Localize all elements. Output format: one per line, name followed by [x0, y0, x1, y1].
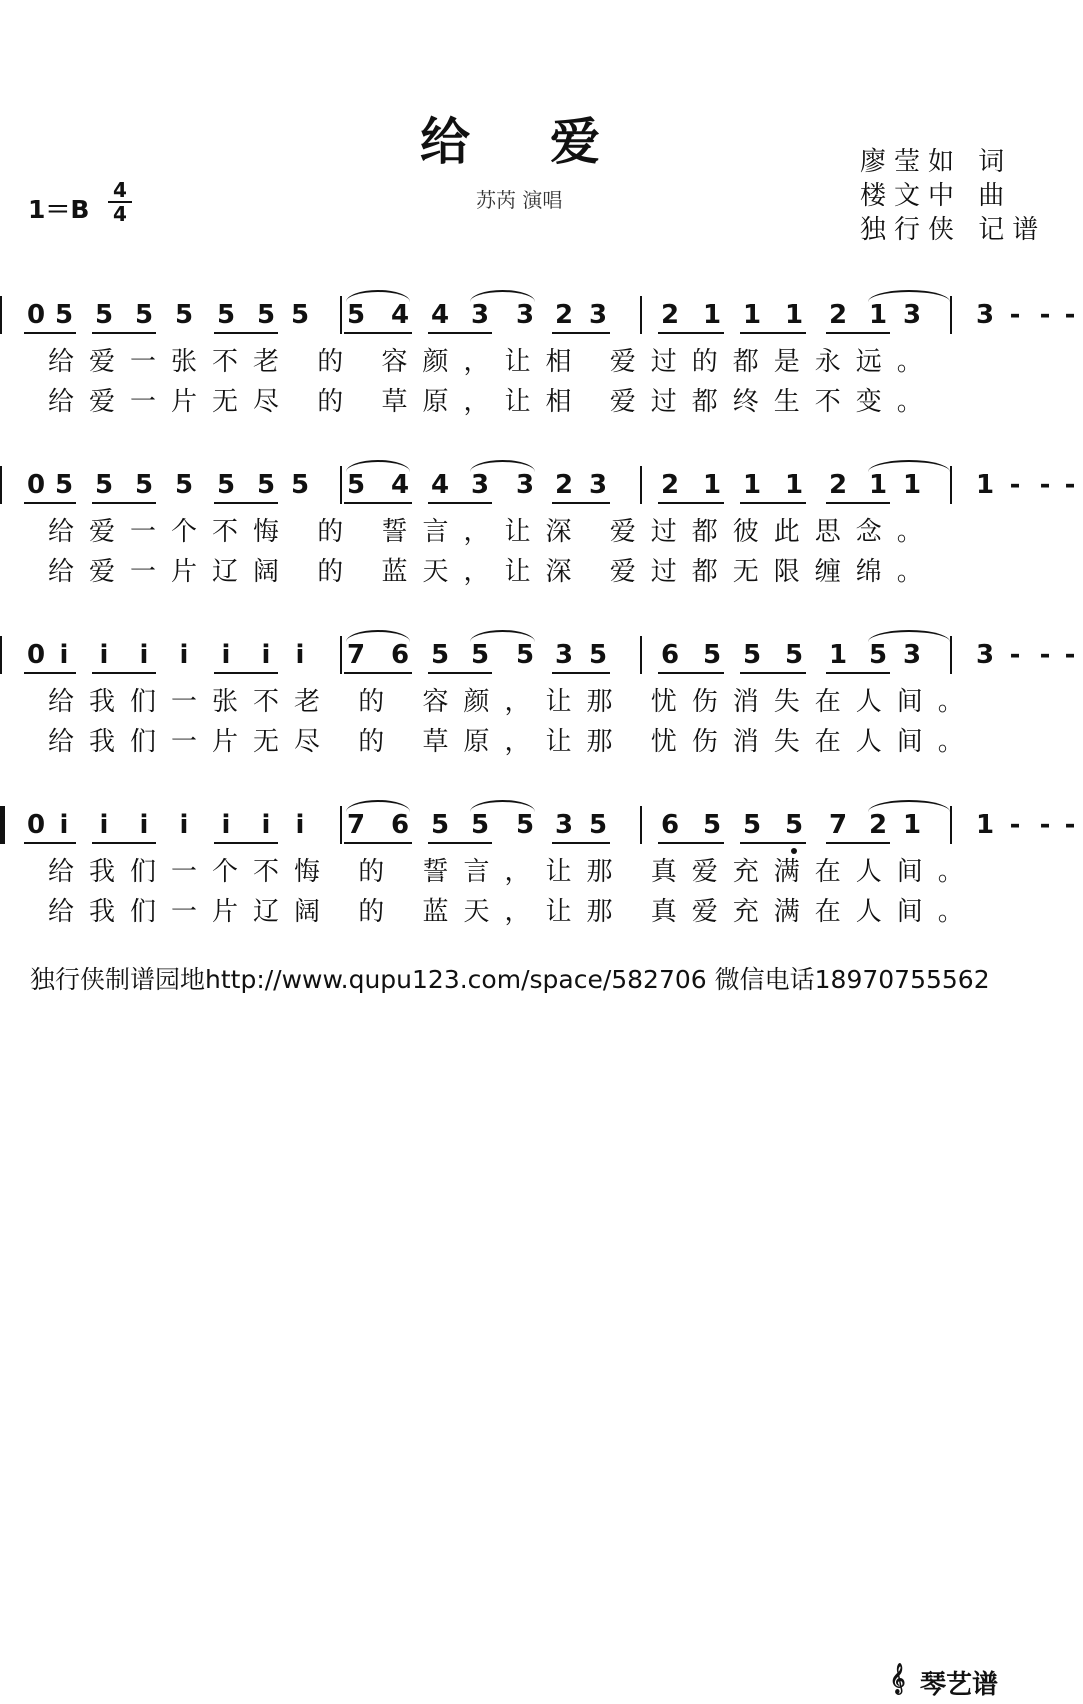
- note: 0: [26, 810, 46, 840]
- eighth-underline: [740, 672, 806, 674]
- repeat-dot: [0, 830, 5, 835]
- barline: [640, 806, 642, 844]
- tie-slur: [470, 460, 535, 472]
- note: 1: [828, 640, 848, 670]
- lyric-line: 给我们一个不悔 的 誓言，让那 真爱充满在人间。: [48, 857, 979, 887]
- note-dash: -: [1064, 640, 1076, 670]
- eighth-underline: [344, 502, 412, 504]
- note: 1: [868, 470, 888, 500]
- note: 5: [216, 470, 236, 500]
- note: i: [59, 810, 69, 840]
- tie-slur: [868, 460, 950, 472]
- eighth-underline: [344, 842, 412, 844]
- footer-text: 独行侠制谱园地http://www.qupu123.com/space/582706 微信电话18970755562: [30, 965, 990, 994]
- note: i: [99, 810, 109, 840]
- note: 1: [702, 470, 722, 500]
- note: i: [179, 810, 189, 840]
- note: 5: [174, 300, 194, 330]
- eighth-underline: [552, 332, 610, 334]
- singer-credit: 苏芮 演唱: [476, 188, 563, 212]
- time-signature-bottom: 4: [113, 202, 127, 226]
- eighth-underline: [92, 502, 156, 504]
- repeat-thin-barline: [0, 806, 2, 844]
- note: 5: [702, 640, 722, 670]
- tie-slur: [346, 460, 410, 472]
- note: 5: [216, 300, 236, 330]
- note: i: [221, 810, 231, 840]
- note-dash: -: [1009, 640, 1021, 670]
- eighth-underline: [658, 672, 724, 674]
- note: i: [295, 810, 305, 840]
- note: 2: [554, 300, 574, 330]
- note: 4: [390, 470, 410, 500]
- note: 5: [290, 470, 310, 500]
- note-dash: -: [1039, 300, 1051, 330]
- note: 0: [26, 470, 46, 500]
- time-signature: [108, 180, 132, 224]
- note: 1: [784, 300, 804, 330]
- note: i: [295, 640, 305, 670]
- note: 7: [346, 640, 366, 670]
- note: 3: [470, 470, 490, 500]
- time-signature-top: 4: [113, 178, 127, 202]
- eighth-underline: [826, 502, 890, 504]
- note: 1: [742, 300, 762, 330]
- note: 1: [702, 300, 722, 330]
- note: i: [261, 810, 271, 840]
- note: 5: [430, 810, 450, 840]
- note-dash: -: [1009, 810, 1021, 840]
- note: 5: [515, 810, 535, 840]
- note-dash: -: [1039, 640, 1051, 670]
- barline: [950, 296, 952, 334]
- note: 1: [784, 470, 804, 500]
- note: 3: [554, 810, 574, 840]
- note: i: [139, 640, 149, 670]
- note: 2: [660, 300, 680, 330]
- note: 5: [742, 810, 762, 840]
- lyric-line: 给我们一片辽阔 的 蓝天，让那 真爱充满在人间。: [48, 897, 979, 927]
- note-dash: -: [1064, 810, 1076, 840]
- note: 5: [346, 470, 366, 500]
- eighth-underline: [24, 502, 76, 504]
- tie-slur: [868, 630, 950, 642]
- note: i: [139, 810, 149, 840]
- note-dash: -: [1009, 470, 1021, 500]
- note-dash: -: [1064, 300, 1076, 330]
- lyricist-credit: 廖莹如 词: [860, 147, 1013, 177]
- lyric-line: 给我们一张不老 的 容颜，让那 忧伤消失在人间。: [48, 687, 979, 717]
- note: 3: [975, 300, 995, 330]
- repeat-dot: [0, 816, 5, 821]
- note: i: [99, 640, 109, 670]
- eighth-underline: [658, 502, 724, 504]
- eighth-underline: [92, 332, 156, 334]
- note: 1: [742, 470, 762, 500]
- note: 5: [346, 300, 366, 330]
- eighth-underline: [826, 672, 890, 674]
- note: 4: [430, 300, 450, 330]
- note: 5: [742, 640, 762, 670]
- eighth-underline: [214, 502, 278, 504]
- note: 5: [430, 640, 450, 670]
- tie-slur: [470, 630, 535, 642]
- note: 5: [868, 640, 888, 670]
- barline: [640, 296, 642, 334]
- tie-slur: [346, 290, 410, 302]
- note-dash: -: [1039, 810, 1051, 840]
- note: 3: [902, 640, 922, 670]
- note: i: [261, 640, 271, 670]
- eighth-underline: [552, 842, 610, 844]
- note: 6: [390, 640, 410, 670]
- note: 1: [975, 810, 995, 840]
- eighth-underline: [740, 332, 806, 334]
- note: 3: [554, 640, 574, 670]
- note: 5: [588, 640, 608, 670]
- eighth-underline: [552, 672, 610, 674]
- note-dash: -: [1039, 470, 1051, 500]
- watermark-logo: 琴艺谱: [920, 1670, 999, 1700]
- barline: [340, 636, 342, 674]
- note: 1: [902, 470, 922, 500]
- lyric-line: 给爱一片辽阔 的 蓝天，让深 爱过都无限缠绵。: [48, 557, 938, 587]
- eighth-underline: [92, 672, 156, 674]
- eighth-underline: [24, 842, 76, 844]
- tie-slur: [868, 800, 950, 812]
- lyric-line: 给我们一片无尽 的 草原，让那 忧伤消失在人间。: [48, 727, 979, 757]
- composer-credit: 楼文中 曲: [860, 181, 1013, 211]
- barline: [950, 466, 952, 504]
- note: 5: [470, 810, 490, 840]
- song-title: 给爱: [420, 112, 680, 171]
- note: 5: [588, 810, 608, 840]
- note: 3: [515, 470, 535, 500]
- note: 5: [784, 810, 804, 840]
- note: 1: [902, 810, 922, 840]
- tie-slur: [346, 630, 410, 642]
- eighth-underline: [344, 332, 412, 334]
- barline: [340, 296, 342, 334]
- barline: [340, 466, 342, 504]
- note: 5: [174, 470, 194, 500]
- note: 3: [902, 300, 922, 330]
- note: 2: [828, 300, 848, 330]
- note: 6: [390, 810, 410, 840]
- eighth-underline: [214, 842, 278, 844]
- eighth-underline: [214, 672, 278, 674]
- barline: [0, 296, 2, 334]
- note: 5: [94, 470, 114, 500]
- note: 5: [54, 470, 74, 500]
- transcriber-credit: 独行侠 记谱: [860, 215, 1047, 245]
- note: i: [179, 640, 189, 670]
- logo-icon: 𝄞: [890, 1664, 906, 1694]
- note: 2: [828, 470, 848, 500]
- note: 5: [54, 300, 74, 330]
- note: 0: [26, 640, 46, 670]
- eighth-underline: [826, 332, 890, 334]
- note: 5: [134, 470, 154, 500]
- barline: [950, 806, 952, 844]
- eighth-underline: [428, 672, 492, 674]
- note: 7: [828, 810, 848, 840]
- eighth-underline: [826, 842, 890, 844]
- tie-slur: [470, 290, 535, 302]
- eighth-underline: [658, 332, 724, 334]
- note: 5: [134, 300, 154, 330]
- barline: [0, 636, 2, 674]
- note-dash: -: [1009, 300, 1021, 330]
- eighth-underline: [24, 672, 76, 674]
- note: 3: [588, 470, 608, 500]
- note: 5: [94, 300, 114, 330]
- note: 2: [660, 470, 680, 500]
- tie-slur: [346, 800, 410, 812]
- note: 5: [702, 810, 722, 840]
- note: 5: [515, 640, 535, 670]
- eighth-underline: [344, 672, 412, 674]
- note: 1: [975, 470, 995, 500]
- eighth-underline: [740, 502, 806, 504]
- note: 6: [660, 810, 680, 840]
- note: 5: [784, 640, 804, 670]
- note: 2: [868, 810, 888, 840]
- note: 5: [470, 640, 490, 670]
- eighth-underline: [658, 842, 724, 844]
- note: 4: [390, 300, 410, 330]
- note: 1: [868, 300, 888, 330]
- note: 5: [256, 300, 276, 330]
- note: 3: [515, 300, 535, 330]
- tie-slur: [868, 290, 950, 302]
- lyric-line: 给爱一张不老 的 容颜，让相 爱过的都是永远。: [48, 347, 938, 377]
- note: 3: [470, 300, 490, 330]
- eighth-underline: [428, 842, 492, 844]
- eighth-underline: [214, 332, 278, 334]
- note: 0: [26, 300, 46, 330]
- note: 3: [975, 640, 995, 670]
- barline: [0, 466, 2, 504]
- barline: [340, 806, 342, 844]
- note: 7: [346, 810, 366, 840]
- lyric-line: 给爱一片无尽 的 草原，让相 爱过都终生不变。: [48, 387, 938, 417]
- low-octave-dot: [791, 848, 797, 854]
- note: i: [59, 640, 69, 670]
- note: 3: [588, 300, 608, 330]
- eighth-underline: [24, 332, 76, 334]
- note: 6: [660, 640, 680, 670]
- note: 2: [554, 470, 574, 500]
- barline: [950, 636, 952, 674]
- note: 4: [430, 470, 450, 500]
- lyric-line: 给爱一个不悔 的 誓言，让深 爱过都彼此思念。: [48, 517, 938, 547]
- key-signature: 1＝B: [28, 195, 90, 224]
- eighth-underline: [92, 842, 156, 844]
- eighth-underline: [428, 502, 492, 504]
- barline: [640, 466, 642, 504]
- note-dash: -: [1064, 470, 1076, 500]
- tie-slur: [470, 800, 535, 812]
- eighth-underline: [552, 502, 610, 504]
- eighth-underline: [428, 332, 492, 334]
- eighth-underline: [740, 842, 806, 844]
- barline: [640, 636, 642, 674]
- note: i: [221, 640, 231, 670]
- note: 5: [290, 300, 310, 330]
- note: 5: [256, 470, 276, 500]
